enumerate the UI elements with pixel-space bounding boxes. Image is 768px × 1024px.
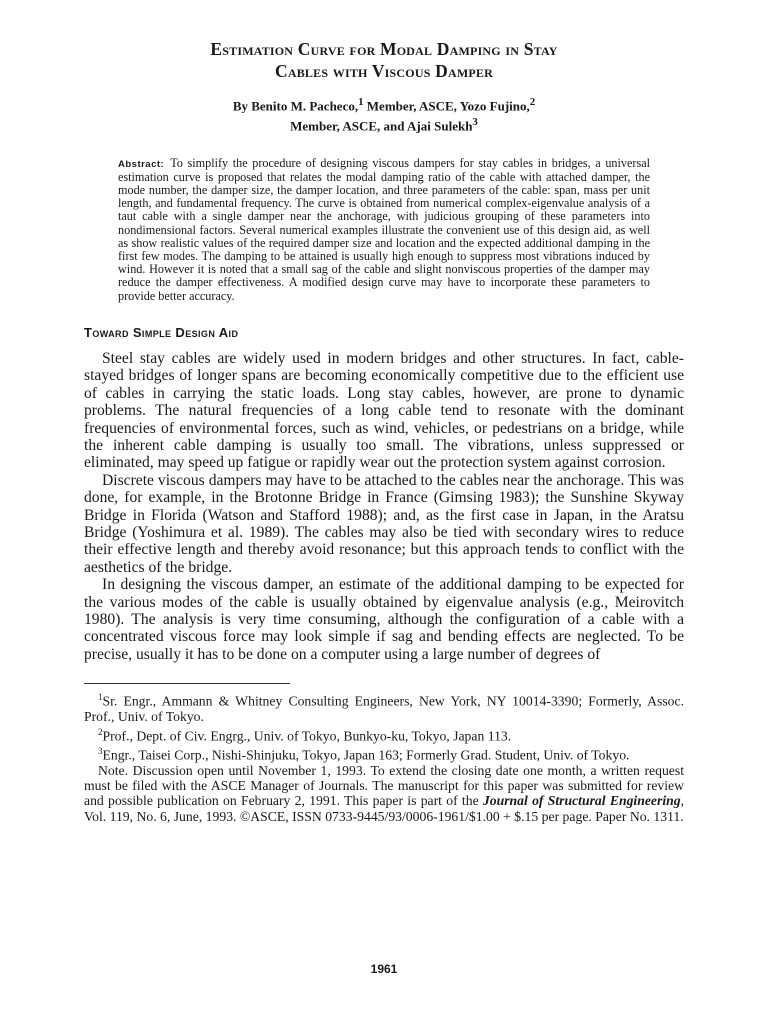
author-prefix: By Benito M. Pacheco,: [232, 98, 359, 114]
title-line-1: Estimation Curve for Modal Damping in Stay: [210, 39, 558, 59]
abstract-label: Abstract:: [118, 158, 165, 170]
footnote-3: [84, 744, 684, 763]
title-line-2: Cables with Viscous Damper: [275, 61, 493, 81]
author-byline: [84, 94, 684, 135]
section-heading: Toward Simple Design Aid: [84, 324, 239, 340]
footnote-1-text: Sr. Engr., Ammann & Whitney Consulting Engineers, New York, NY 10014-3390; Formerly, Assoc. Prof., Univ. of Tokyo.: [84, 693, 684, 725]
note-text-before: Note. Discussion open until November 1, 1993. To extend the closing date one month, a written request must be filed with the ASCE Manager of Journals. The manuscript for this paper was submitted for review and possible publication on February 2, 1991. This paper is part of the: [84, 762, 684, 809]
author-footnote-mark-3: 3: [472, 116, 478, 129]
footnote-2-text: Prof., Dept. of Civ. Engrg., Univ. of Tokyo, Bunkyo-ku, Tokyo, Japan 113.: [102, 728, 512, 744]
body-paragraph-3: In designing the viscous damper, an estimate of the additional damping to be expected for the various modes of the cable is usually obtained by eigenvalue analysis (e.g., Meirovitch 1980). The analysis is very time consuming, although the configuration of a cable with a concentrated viscous force may look simple if sag and bending effects are neglected. To be precise, usually it has to be done on a computer using a large number of degrees of: [84, 576, 684, 663]
body-paragraph-2: Discrete viscous dampers may have to be attached to the cables near the anchorage. This was done, for example, in the Brotonne Bridge in France (Gimsing 1983); the Sunshine Skyway Bridge in Florida (Watson and Stafford 1988); and, as the first case in Japan, in the Aratsu Bridge (Yoshimura et al. 1989). The cables may also be tied with secondary wires to reduce their effective length and thereby avoid resonance; but this approach tends to conflict with the aesthetics of the bridge.: [84, 471, 684, 576]
author-footnote-mark-2: 2: [529, 96, 536, 108]
author-footnote-mark-1: 1: [358, 96, 364, 108]
footnote-1: [84, 690, 684, 724]
body-paragraph-1: Steel stay cables are widely used in modern bridges and other structures. In fact, cable-stayed bridges of longer spans are becoming economically competitive due to the efficient use of cables in carrying the static loads. Long stay cables, however, are prone to dynamic problems. The natural frequencies of a long cable tend to resonate with the dominant frequencies of environmental forces, such as wind, vehicles, or pedestrians on a bridge, while the inherent cable damping is usually too small. The vibrations, unless suppressed or eliminated, may speed up fatigue or rapidly wear out the protection system against corrosion.: [84, 349, 684, 472]
footnote-mark-3: 3: [98, 745, 103, 756]
body-text: [84, 350, 684, 663]
author-middle: Member, ASCE, Yozo Fujino,: [363, 98, 530, 114]
publication-note: [84, 763, 684, 825]
footnote-mark-2: 2: [98, 726, 103, 737]
paper-page: [84, 38, 684, 824]
journal-name: Journal of Structural Engineering: [482, 793, 681, 809]
paper-title: [84, 38, 684, 82]
abstract-text: To simplify the procedure of designing viscous dampers for stay cables in bridges, a universal estimation curve is proposed that relates the modal damping ratio of the cable with attached damper, the mode number, the damper size, the damper location, and three parameters of the cable: span, mass per unit length, and fundamental frequency. The curve is obtained from numerical complex-eigenvalue analysis of a taut cable with a single damper near the anchorage, with judicious grouping of these parameters into nondimensional factors. Several numerical examples illustrate the convenient use of this design aid, as well as show realistic values of the required damper size and location and the expected additional damping in the first few modes. The damping to be attained is usually high enough to suppress most vibrations induced by wind. However it is noted that a small sag of the cable and slight nonviscous properties of the damper may reduce the damper effectiveness. A modified design curve may have to incorporate these parameters to provide better accuracy.: [118, 155, 650, 303]
footnotes: [84, 690, 684, 824]
footnote-rule: [84, 683, 290, 684]
footnote-mark-1: 1: [98, 692, 103, 703]
page-number: 1961: [370, 962, 398, 976]
note-text-after: , Vol. 119, No. 6, June, 1993. ©ASCE, ISSN 0733-9445/93/0006-1961/$1.00 + $.15 per page. Paper No. 1311.: [84, 793, 684, 824]
abstract: [118, 157, 650, 303]
footnote-3-text: Engr., Taisei Corp., Nishi-Shinjuku, Tokyo, Japan 163; Formerly Grad. Student, Univ. of Tokyo.: [102, 747, 630, 763]
author-line-2: Member, ASCE, and Ajai Sulekh: [290, 118, 473, 134]
footnote-2: [84, 725, 684, 744]
